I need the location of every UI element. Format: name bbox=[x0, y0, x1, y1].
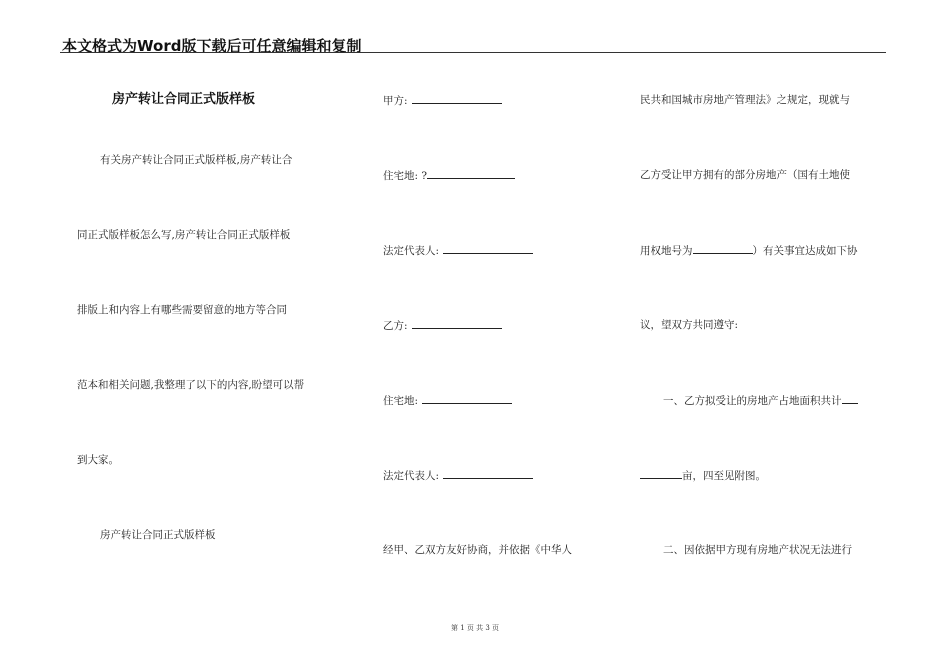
residence-b-label: 住宅地: bbox=[383, 395, 419, 407]
paragraph-line: 议，望双方共同遵守: bbox=[640, 319, 739, 331]
legal-rep-b-blank bbox=[443, 468, 533, 479]
legal-rep-b-label: 法定代表人: bbox=[383, 470, 440, 482]
land-number-line bbox=[640, 243, 858, 258]
residence-b-blank bbox=[422, 393, 512, 404]
legal-rep-a-label: 法定代表人: bbox=[383, 245, 440, 257]
header-divider bbox=[60, 52, 886, 53]
land-number-suffix: ）有关事宜达成如下协 bbox=[752, 245, 858, 257]
clause-one-line bbox=[663, 393, 858, 408]
party-b-blank bbox=[412, 318, 502, 329]
residence-a-blank bbox=[427, 168, 515, 179]
residence-a-label: 住宅地: ? bbox=[383, 170, 428, 182]
page-number: 第 1 页 共 3 页 bbox=[450, 624, 500, 632]
land-number-label: 用权地号为 bbox=[640, 245, 693, 257]
document-header: 本文格式为Word版下载后可任意编辑和复制 bbox=[62, 37, 362, 55]
residence-b-line bbox=[383, 393, 512, 408]
clause-one-text: 一、乙方拟受让的房地产占地面积共计 bbox=[663, 395, 842, 407]
document-title: 房产转让合同正式版样板 bbox=[112, 92, 256, 107]
legal-rep-b-line bbox=[383, 468, 533, 483]
area-blank-start bbox=[842, 393, 858, 404]
party-a-line bbox=[383, 93, 502, 108]
land-number-blank bbox=[693, 243, 753, 254]
paragraph-line: 有关房产转让合同正式版样板,房产转让合 bbox=[100, 154, 293, 166]
paragraph-line: 排版上和内容上有哪些需要留意的地方等合同 bbox=[77, 304, 287, 316]
area-blank-end bbox=[640, 468, 682, 479]
legal-rep-a-line bbox=[383, 243, 533, 258]
party-b-label: 乙方: bbox=[383, 320, 408, 332]
party-b-line bbox=[383, 318, 502, 333]
paragraph-line: 二、因依据甲方现有房地产状况无法进行 bbox=[663, 544, 852, 556]
paragraph-line: 乙方受让甲方拥有的部分房地产（国有土地使 bbox=[640, 169, 850, 181]
section-heading: 房产转让合同正式版样板 bbox=[100, 529, 216, 541]
residence-a-line bbox=[383, 168, 515, 183]
paragraph-line: 经甲、乙双方友好协商，并依据《中华人 bbox=[383, 544, 572, 556]
legal-rep-a-blank bbox=[443, 243, 533, 254]
party-a-blank bbox=[412, 93, 502, 104]
paragraph-line: 同正式版样板怎么写,房产转让合同正式版样板 bbox=[77, 229, 291, 241]
paragraph-line: 民共和国城市房地产管理法》之规定，现就与 bbox=[640, 94, 850, 106]
area-unit-text: 亩，四至见附图。 bbox=[682, 470, 766, 482]
paragraph-line: 到大家。 bbox=[77, 454, 119, 466]
party-a-label: 甲方: bbox=[383, 95, 408, 107]
area-unit-line bbox=[640, 468, 766, 483]
paragraph-line: 范本和相关问题,我整理了以下的内容,盼望可以帮 bbox=[77, 379, 305, 391]
